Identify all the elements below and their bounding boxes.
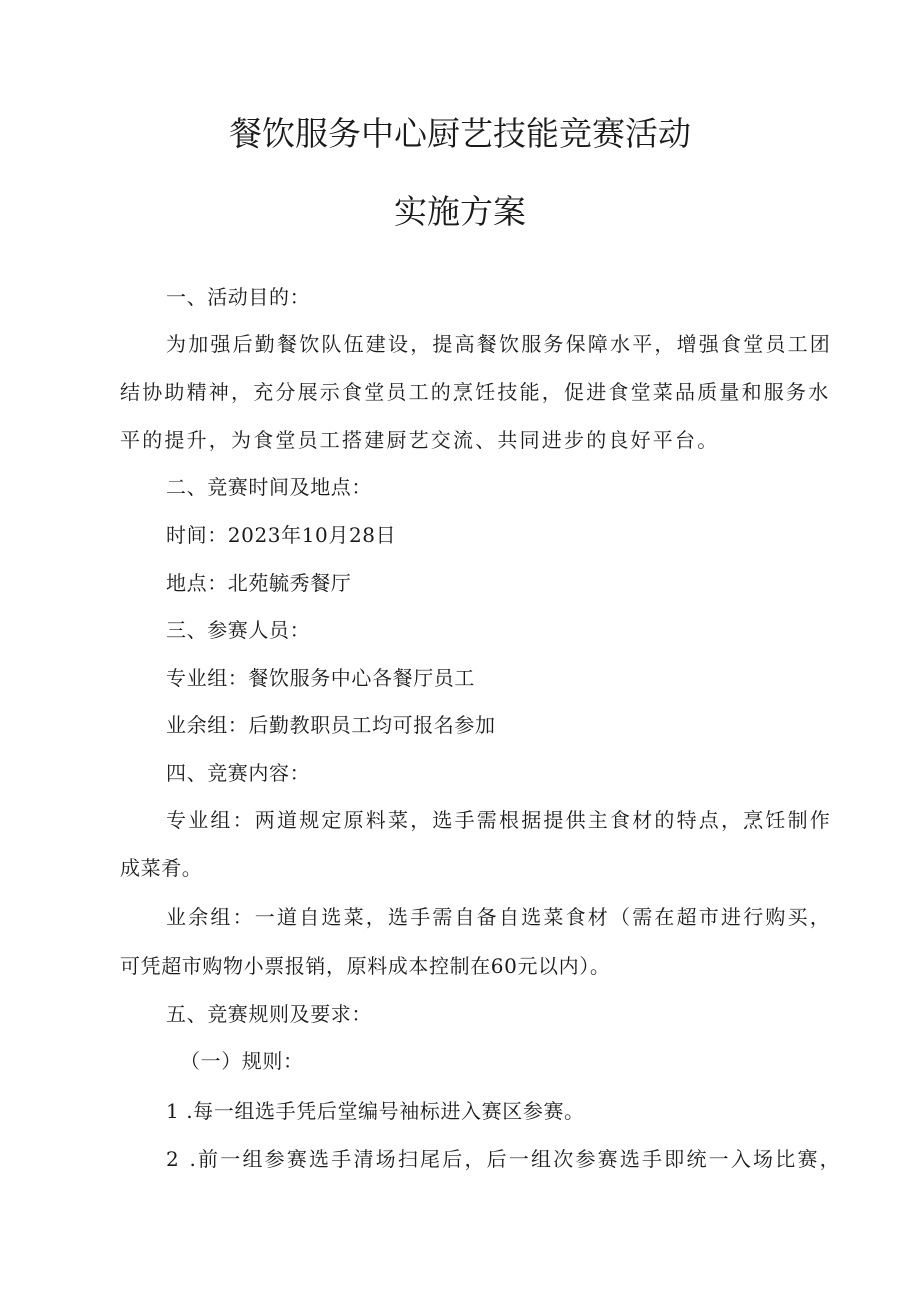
section1-paragraph-line2: 结协助精神，充分展示食堂员工的烹饪技能，促进食堂菜品质量和服务水 [120,380,831,404]
section1-heading: 一、活动目的： [166,285,311,309]
amateur-content-line2: 可凭超市购物小票报销，原料成本控制在60元以内）。 [120,954,611,978]
rule-item-2: 2 .前一组参赛选手清场扫尾后，后一组次参赛选手即统一入场比赛， [166,1147,842,1171]
section2-heading: 二、竞赛时间及地点： [166,475,372,499]
pro-group-members: 专业组：餐饮服务中心各餐厅员工 [166,666,475,690]
document-title-line1: 餐饮服务中心厨艺技能竞赛活动 [229,114,691,153]
document-title-line2: 实施方案 [394,192,526,231]
competition-place: 地点：北苑毓秀餐厅 [166,571,352,595]
section4-heading: 四、竞赛内容： [166,761,311,785]
amateur-content-line1: 业余组：一道自选菜，选手需自备自选菜食材（需在超市进行购买， [166,905,832,929]
pro-content-line1: 专业组：两道规定原料菜，选手需根据提供主食材的特点，烹饪制作 [166,808,832,832]
section3-heading: 三、参赛人员： [166,618,311,642]
section1-paragraph-line3: 平的提升，为食堂员工搭建厨艺交流、共同进步的良好平台。 [120,428,720,452]
amateur-group-members: 业余组：后勤教职员工均可报名参加 [166,713,496,737]
section1-paragraph-line1: 为加强后勤餐饮队伍建设，提高餐饮服务保障水平，增强食堂员工团 [166,332,832,356]
rule-item-1: 1 .每一组选手凭后堂编号袖标进入赛区参赛。 [166,1099,585,1123]
competition-time: 时间：2023年10月28日 [166,523,397,547]
pro-content-line2: 成菜肴。 [120,856,203,880]
section5-heading: 五、竞赛规则及要求： [166,1002,372,1026]
rules-subheading: （一）规则： [180,1049,304,1073]
